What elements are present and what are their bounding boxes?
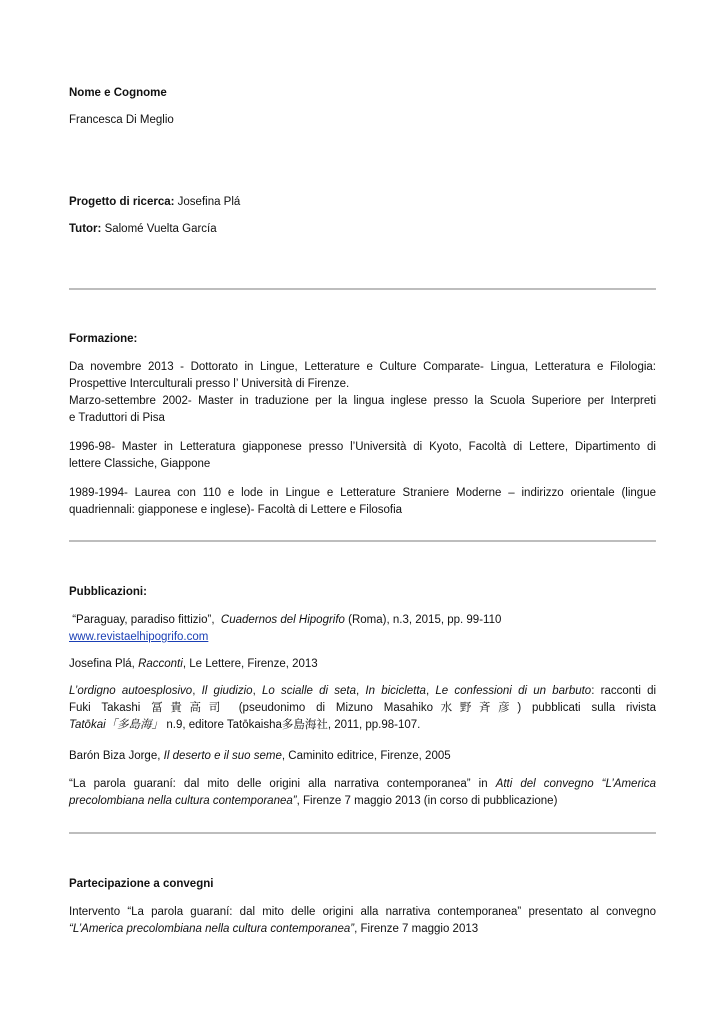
tutor-value: Salomé Vuelta García xyxy=(104,223,217,235)
publication-5 xyxy=(69,776,656,810)
project-label: Progetto di ricerca: xyxy=(69,196,175,208)
formazione-entry-3 xyxy=(69,485,656,519)
formazione-line: quadriennali: giapponese e inglese)- Facoltà di Lettere e Filosofia xyxy=(69,504,403,516)
tutor-label: Tutor: xyxy=(69,223,102,235)
pub-proceedings: precolombiana nella cultura contemporanea” xyxy=(69,795,297,807)
pub-details: (Roma), n.3, 2015, pp. 99-110 xyxy=(348,614,502,626)
pub-journal: Cuadernos del Hipogrifo xyxy=(220,614,345,626)
formazione-heading: Formazione: xyxy=(69,333,138,345)
convegno-title: “L’America precolombiana nella cultura contemporanea” xyxy=(69,923,355,935)
publication-3 xyxy=(69,683,656,734)
formazione-entry-2 xyxy=(69,439,656,473)
pub-title: “Paraguay, paradiso fittizio”, xyxy=(72,614,215,626)
journal-link[interactable]: www.revistaelhipogrifo.com xyxy=(69,631,209,643)
separator: , xyxy=(252,685,262,697)
formazione-line: lettere Classiche, Giappone xyxy=(69,458,211,470)
magazine-title: Tatōkai「多島海」 xyxy=(69,719,164,731)
project-line xyxy=(69,194,656,211)
story-title: In bicicletta xyxy=(365,685,426,697)
story-title: Le confessioni di un barbuto xyxy=(435,685,592,697)
formazione-entry-1 xyxy=(69,359,656,427)
separator: , xyxy=(425,685,436,697)
convegni-heading: Partecipazione a convegni xyxy=(69,878,214,890)
formazione-line: Prospettive Interculturali presso l’ Università di Firenze. xyxy=(69,378,350,390)
publication-1 xyxy=(69,612,656,646)
separator: , xyxy=(192,685,202,697)
publication-2 xyxy=(69,656,656,673)
pub-book-title: Il deserto e il suo seme xyxy=(163,750,282,762)
divider xyxy=(69,540,656,542)
project-value: Josefina Plá xyxy=(177,196,241,208)
pub-details: : racconti di xyxy=(591,685,657,697)
pub-author: Barón Biza Jorge, xyxy=(69,750,161,762)
story-title: Lo scialle di seta xyxy=(261,685,356,697)
name-value: Francesca Di Meglio xyxy=(69,114,174,126)
pubblicazioni-heading: Pubblicazioni: xyxy=(69,586,147,598)
pub-proceedings: Atti del convegno “L’America xyxy=(495,778,656,790)
pub-details: , Le Lettere, Firenze, 2013 xyxy=(182,658,318,670)
formazione-line: e Traduttori di Pisa xyxy=(69,412,165,424)
pub-details: , Caminito editrice, Firenze, 2005 xyxy=(281,750,451,762)
divider xyxy=(69,288,656,290)
divider xyxy=(69,832,656,834)
pub-details: n.9, editore Tatōkaisha多島海社, 2011, pp.98-107. xyxy=(166,719,421,731)
publication-4 xyxy=(69,748,656,765)
pub-details: Fuki Takashi 冨貴高司 (pseudonimo di Mizuno Masahiko水野斉彦) pubblicati sulla rivista xyxy=(69,702,656,714)
tutor-line xyxy=(69,221,656,238)
pub-title: “La parola guaraní: dal mito delle origini alla narrativa contemporanea” in xyxy=(69,778,488,790)
pub-details: , Firenze 7 maggio 2013 (in corso di pubblicazione) xyxy=(296,795,558,807)
story-title: L’ordigno autoesplosivo xyxy=(69,685,193,697)
pub-book-title: Racconti xyxy=(138,658,183,670)
formazione-line: 1989-1994- Laurea con 110 e lode in Lingue e Letterature Straniere Moderne – indirizzo orientale (lingue xyxy=(69,487,656,499)
story-title: Il giudizio xyxy=(201,685,253,697)
formazione-line: 1996-98- Master in Letteratura giapponese presso l’Università di Kyoto, Facoltà di Lettere, Dipartimento di xyxy=(69,441,656,453)
formazione-line: Da novembre 2013 - Dottorato in Lingue, Letterature e Culture Comparate- Lingua, Letteratura e Filologia: xyxy=(69,361,656,373)
convegno-text: Intervento “La parola guaraní: dal mito delle origini alla narrativa contemporanea” presentato al convegno xyxy=(69,906,656,918)
pub-author: Josefina Plá, xyxy=(69,658,135,670)
name-label: Nome e Cognome xyxy=(69,87,167,99)
convegno-details: , Firenze 7 maggio 2013 xyxy=(354,923,479,935)
separator: , xyxy=(356,685,366,697)
convegno-1 xyxy=(69,904,656,938)
formazione-line: Marzo-settembre 2002- Master in traduzione per la lingua inglese presso la Scuola Superiore per Interpreti xyxy=(69,395,656,407)
